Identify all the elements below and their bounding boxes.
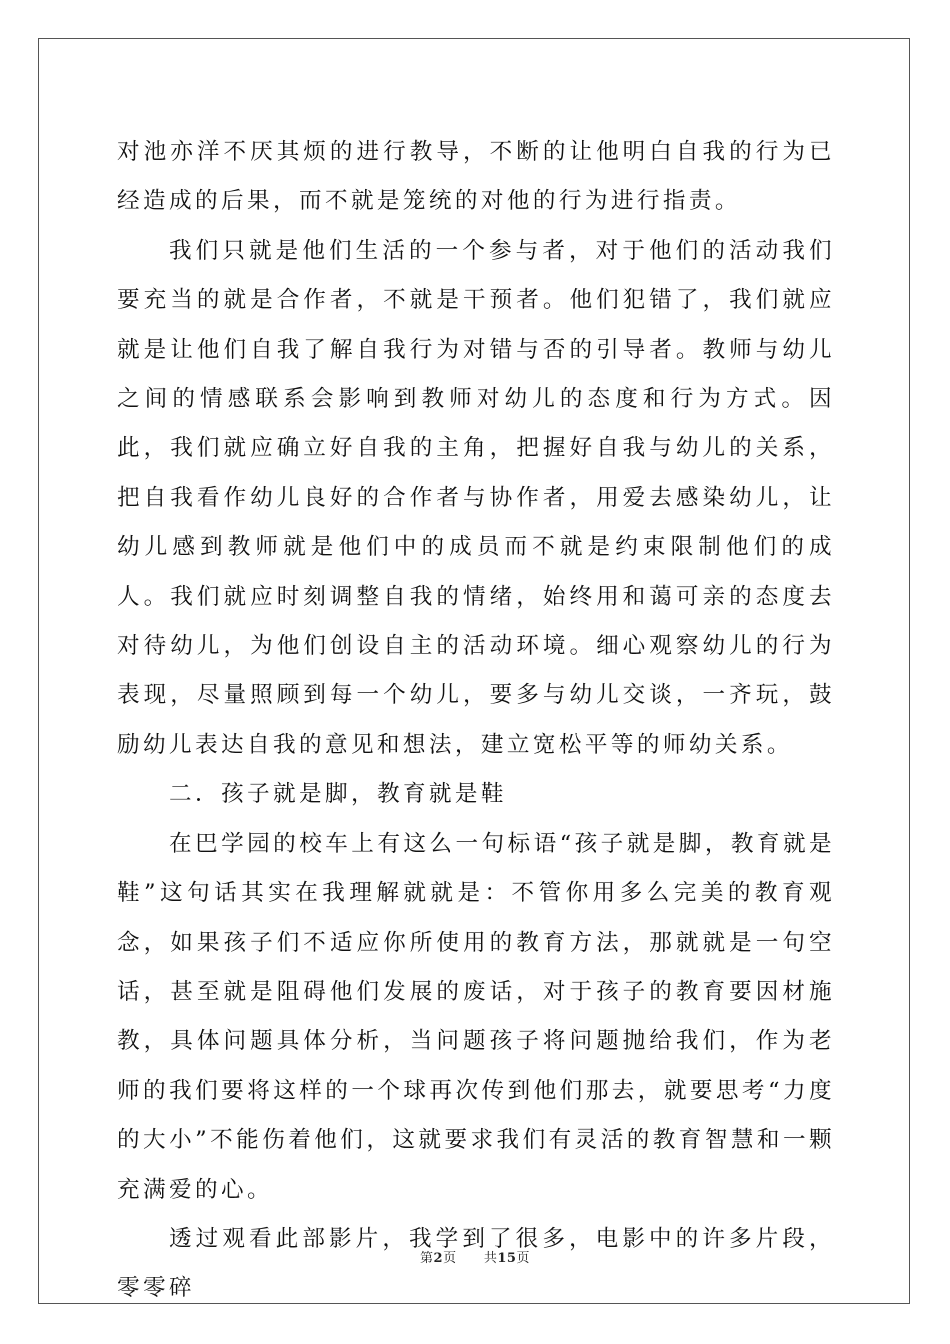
total-pages: 15: [497, 1251, 517, 1266]
paragraph-3: 在巴学园的校车上有这么一句标语“孩子就是脚，教育就是鞋”这句话其实在我理解就就是：不管你用多么完美的教育观念，如果孩子们不适应你所使用的教育方法，那就就是一句空话，甚至就是阻碍他们发展的废话，对于孩子的教育要因材施教，具体问题具体分析，当问题孩子将问题抛给我们，作为老师的我们要将这样的一个球再次传到他们那去，就要思考“力度的大小”不能伤着他们，这就要求我们有灵活的教育智慧和一颗充满爱的心。: [117, 830, 836, 1203]
page-footer: [0, 1247, 950, 1266]
paragraph-2: 我们只就是他们生活的一个参与者，对于他们的活动我们要充当的就是合作者，不就是干预者。他们犯错了，我们就应就是让他们自我了解自我行为对错与否的引导者。教师与幼儿之间的情感联系会影响到教师对幼儿的态度和行为方式。因此，我们就应确立好自我的主角，把握好自我与幼儿的关系，把自我看作幼儿良好的合作者与协作者，用爱去感染幼儿，让幼儿感到教师就是他们中的成员而不就是约束限制他们的成人。我们就应时刻调整自我的情绪，始终用和蔼可亲的态度去对待幼儿，为他们创设自主的活动环境。细心观察幼儿的行为表现，尽量照顾到每一个幼儿，要多与幼儿交谈，一齐玩，鼓励幼儿表达自我的意见和想法，建立宽松平等的师幼关系。: [117, 237, 835, 758]
total-suffix: 页: [516, 1251, 530, 1266]
document-body: [117, 128, 835, 1314]
page-suffix: 页: [443, 1251, 457, 1266]
paragraph-4: 透过观看此部影片，我学到了很多，电影中的许多片段，零零碎: [117, 1225, 835, 1302]
page-prefix: 第: [420, 1251, 434, 1266]
section-heading: 二．孩子就是脚，教育就是鞋: [169, 781, 507, 808]
total-prefix: 共: [483, 1251, 498, 1266]
page-number: 2: [433, 1251, 444, 1266]
paragraph-1: 对池亦洋不厌其烦的进行教导，不断的让他明白自我的行为已经造成的后果，而不就是笼统的对他的行为进行指责。: [117, 139, 835, 215]
